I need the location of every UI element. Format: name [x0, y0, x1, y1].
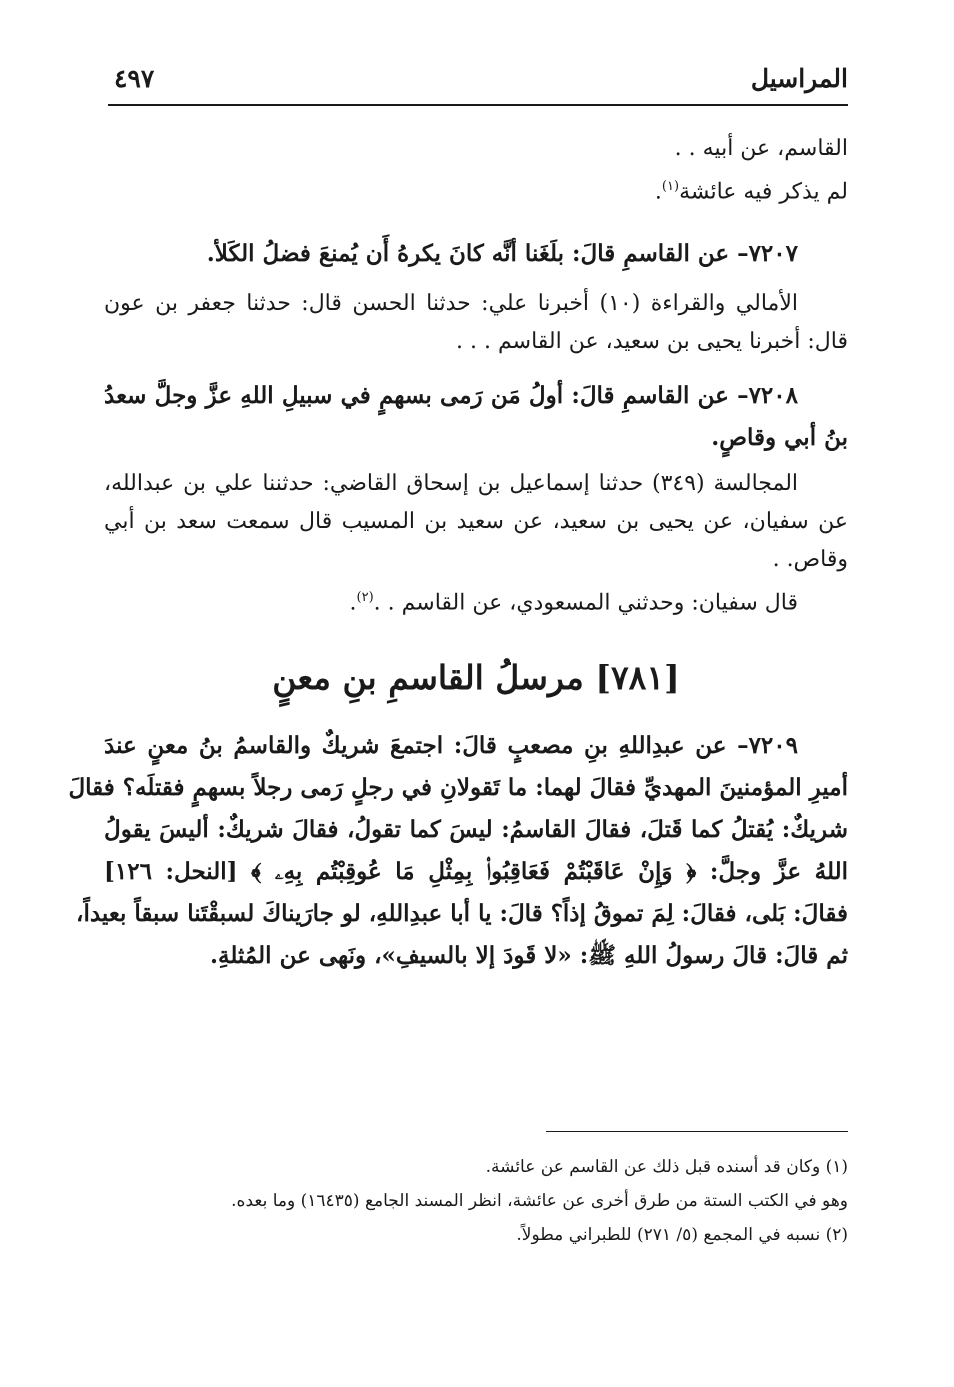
hadith-7208-line: بنُ أبي وقاصٍ.: [711, 424, 848, 452]
footnote-ref: (٢): [356, 590, 374, 606]
section-heading: [٧٨١] مرسلُ القاسمِ بنِ معنٍ: [272, 657, 680, 697]
text-line: لم يذكر فيه عائشة$^{(١)}$.: [654, 179, 848, 205]
hadith-7207: ٧٢٠٧– عن القاسمِ قالَ: بلَغَنا أنَّه كانَ يكرهُ أَن يُمنعَ فضلُ الكَلأ.: [206, 240, 798, 268]
hadith-7208-line: ٧٢٠٨– عن القاسمِ قالَ: أولُ مَن رَمى بسهمٍ في سبيلِ اللهِ عزَّ وجلَّ سعدُ: [104, 382, 798, 410]
text-span: لم يذكر فيه عائشة: [679, 179, 848, 205]
hadith-7209-line: شريكٌ: يُقتلُ كما قَتلَ، فقالَ القاسمُ: ليسَ كما تقولُ، فقالَ شريكٌ: أليسَ يقولُ: [104, 815, 848, 843]
text-line: القاسم، عن أبيه . .: [674, 136, 848, 161]
main-text: [68, 130, 848, 977]
page-number: ٤٩٧: [114, 64, 155, 93]
hadith-7209-line: ٧٢٠٩– عن عبدِاللهِ بنِ مصعبٍ قالَ: اجتمعَ شريكٌ والقاسمُ بنُ معنٍ عندَ: [104, 731, 798, 759]
source-line: المجالسة (٣٤٩) حدثنا إسماعيل بن إسحاق القاضي: حدثننا علي بن عبدالله،: [104, 471, 799, 497]
footnote-2: (٢) نسبه في المجمع (٥/ ٢٧١) للطبراني مطولاً.: [516, 1225, 848, 1245]
source-line: قال سفيان: وحدثني المسعودي، عن القاسم . .$^{(٢)}$.: [349, 590, 798, 616]
hadith-7209-line: فقالَ: بَلى، فقالَ: لِمَ تموقُ إذاً؟ قالَ: يا أبا عبدِاللهِ، لو جارَيناكَ لسبقْتَنا سبقاً بعيداً،: [76, 899, 848, 927]
running-title: المراسيل: [750, 64, 848, 93]
page-header: [108, 62, 848, 106]
text-span: قال سفيان: وحدثني المسعودي، عن القاسم . .: [373, 590, 798, 616]
footnote-1: (١) وكان قد أسنده قبل ذلك عن القاسم عن عائشة.: [485, 1157, 848, 1177]
hadith-7209-line: أميرِ المؤمنينَ المهديِّ فقالَ لهما: ما تَقولانِ في رجلٍ رَمى رجلاً بسهمٍ فقتلَه؟ فقالَ: [68, 773, 848, 801]
footnotes: [104, 1150, 848, 1252]
footnote-divider: [546, 1131, 848, 1132]
source-line: قال: أخبرنا يحيى بن سعيد، عن القاسم . . .: [456, 329, 848, 355]
hadith-7209-line: ثم قالَ: قالَ رسولُ اللهِ ﷺ: «لا قَودَ إلا بالسيفِ»، ونَهى عن المُثلةِ.: [209, 941, 848, 969]
footnote-ref: (١): [661, 179, 680, 194]
footnote-1-continued: وهو في الكتب الستة من طرق أخرى عن عائشة، انظر المسند الجامع (١٦٤٣٥) وما بعده.: [231, 1191, 848, 1211]
source-line: عن سفيان، عن يحيى بن سعيد، عن سعيد بن المسيب قال سمعت سعد بن أبي: [104, 509, 848, 535]
source-line: وقاص. .: [772, 547, 848, 573]
hadith-7209-line: اللهُ عزَّ وجلَّ: ﴿ وَإِنْ عَاقَبْتُمْ فَعَاقِبُوا۟ بِمِثْلِ مَا عُوقِبْتُم بِهِۦ ﴾ [النحل: ١٢٦]: [104, 857, 848, 885]
source-line: الأمالي والقراءة (١٠) أخبرنا علي: حدثنا الحسن قال: حدثنا جعفر بن عون: [104, 291, 798, 317]
